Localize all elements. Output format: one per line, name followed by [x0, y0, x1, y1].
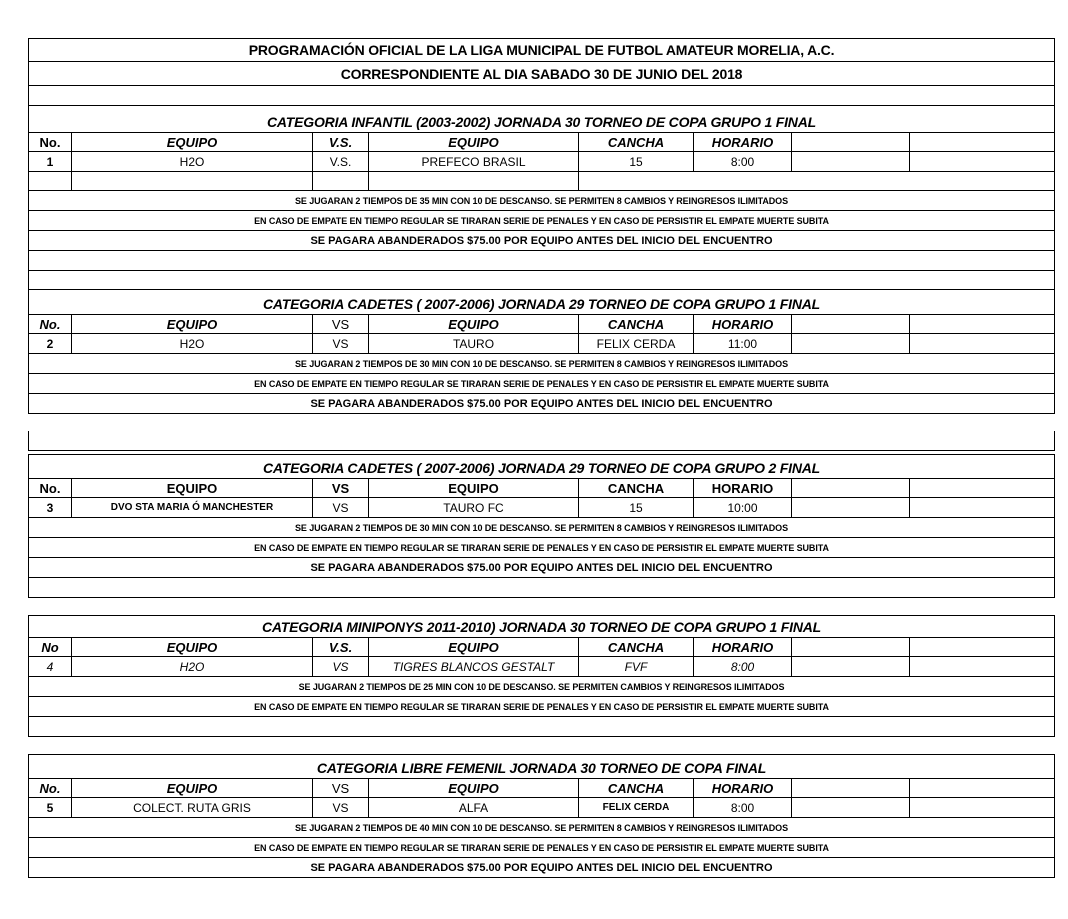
section-1-match-row	[28, 152, 1055, 172]
col-cancha: CANCHA	[579, 479, 694, 497]
spacer	[28, 598, 1055, 615]
col-horario: HORARIO	[694, 779, 792, 797]
section-5-rules	[28, 818, 1055, 838]
section-5-category	[28, 754, 1055, 779]
col-vs: V.S.	[313, 133, 369, 151]
empty-cell	[910, 657, 1054, 676]
versus: VS	[313, 498, 369, 517]
team-1: H2O	[72, 657, 313, 676]
empty-cell	[369, 172, 579, 190]
team-2: TIGRES BLANCOS GESTALT	[369, 657, 579, 676]
rules-text: SE JUGARAN 2 TIEMPOS DE 25 MIN CON 10 DE DESCANSO. SE PERMITEN CAMBIOS Y REINGRESOS ILIMITADOS	[298, 681, 785, 692]
empty-cell	[579, 172, 1054, 190]
col-empty	[910, 638, 1054, 656]
document-title	[28, 38, 1055, 62]
category-title: CATEGORIA LIBRE FEMENIL JORNADA 30 TORNEO DE COPA FINAL	[316, 760, 767, 776]
team-1: COLECT. RUTA GRIS	[72, 798, 313, 817]
empty-cell	[792, 798, 910, 817]
section-2-header-row	[28, 315, 1055, 334]
section-3-category	[28, 454, 1055, 479]
rules-text: SE JUGARAN 2 TIEMPOS DE 30 MIN CON 10 DE DESCANSO. SE PERMITEN 8 CAMBIOS Y REINGRESOS ILIMITADOS	[295, 522, 788, 533]
document-subtitle	[28, 62, 1055, 86]
category-title: CATEGORIA MINIPONYS 2011-2010) JORNADA 30 TORNEO DE COPA GRUPO 1 FINAL	[261, 619, 822, 635]
section-5-match-row	[28, 798, 1055, 818]
field: FVF	[579, 657, 694, 676]
col-empty	[792, 315, 910, 333]
empty-cell	[910, 334, 1054, 353]
section-5-header-row	[28, 779, 1055, 798]
field: FELIX CERDA	[579, 798, 694, 817]
match-number: 3	[29, 498, 72, 517]
section-1-tiebreak	[28, 211, 1055, 231]
field: FELIX CERDA	[579, 334, 694, 353]
empty-cell	[313, 172, 369, 190]
empty-cell	[792, 498, 910, 517]
col-vs: VS	[313, 779, 369, 797]
col-no: No	[29, 638, 72, 656]
document-subtitle-text: CORRESPONDIENTE AL DIA SABADO 30 DE JUNIO DEL 2018	[340, 65, 743, 82]
section-1-category	[28, 106, 1055, 133]
section-3-tiebreak	[28, 538, 1055, 558]
section-5-tiebreak	[28, 838, 1055, 858]
section-1-empty-row	[28, 172, 1055, 191]
field: 15	[579, 498, 694, 517]
team-2: PREFECO BRASIL	[369, 152, 579, 171]
col-empty	[792, 779, 910, 797]
col-equipo-1: EQUIPO	[72, 133, 313, 151]
blank-row	[28, 271, 1055, 290]
team-1: DVO STA MARIA Ó MANCHESTER	[72, 498, 313, 517]
time: 11:00	[694, 334, 792, 353]
empty-cell	[910, 498, 1054, 517]
col-vs: VS	[313, 479, 369, 497]
col-horario: HORARIO	[694, 315, 792, 333]
col-no: No.	[29, 779, 72, 797]
versus: VS	[313, 334, 369, 353]
category-title: CATEGORIA CADETES ( 2007-2006) JORNADA 29 TORNEO DE COPA GRUPO 2 FINAL	[263, 460, 820, 476]
time: 10:00	[694, 498, 792, 517]
section-3-rules	[28, 518, 1055, 538]
tiebreak-text: EN CASO DE EMPATE EN TIEMPO REGULAR SE TIRARAN SERIE DE PENALES Y EN CASO DE PERSISTIR EL EMPATE MUERTE SUBITA	[254, 701, 829, 712]
category-title: CATEGORIA CADETES ( 2007-2006) JORNADA 29 TORNEO DE COPA GRUPO 1 FINAL	[263, 296, 820, 312]
col-empty	[910, 479, 1054, 497]
col-vs: V.S.	[313, 638, 369, 656]
col-empty	[792, 133, 910, 151]
team-1: H2O	[72, 152, 313, 171]
col-no: No.	[29, 315, 72, 333]
match-number: 2	[29, 334, 72, 353]
col-horario: HORARIO	[694, 638, 792, 656]
col-cancha: CANCHA	[579, 779, 694, 797]
blank-row	[28, 578, 1055, 598]
col-no: No.	[29, 479, 72, 497]
payment-text: SE PAGARA ABANDERADOS $75.00 POR EQUIPO ANTES DEL INICIO DEL ENCUENTRO	[310, 397, 773, 410]
time: 8:00	[694, 152, 792, 171]
section-3-match-row	[28, 498, 1055, 518]
col-equipo-1: EQUIPO	[72, 315, 313, 333]
blank-row	[28, 717, 1055, 737]
col-equipo-2: EQUIPO	[369, 779, 579, 797]
time: 8:00	[694, 657, 792, 676]
col-empty	[792, 638, 910, 656]
col-equipo-1: EQUIPO	[72, 638, 313, 656]
col-equipo-2: EQUIPO	[369, 638, 579, 656]
section-2-tiebreak	[28, 374, 1055, 394]
document-title-text: PROGRAMACIÓN OFICIAL DE LA LIGA MUNICIPAL DE FUTBOL AMATEUR MORELIA, A.C.	[248, 42, 835, 58]
tiebreak-text: EN CASO DE EMPATE EN TIEMPO REGULAR SE TIRARAN SERIE DE PENALES Y EN CASO DE PERSISTIR EL EMPATE MUERTE SUBITA	[254, 378, 829, 389]
col-equipo-1: EQUIPO	[72, 479, 313, 497]
team-2: TAURO	[369, 334, 579, 353]
team-2: ALFA	[369, 798, 579, 817]
section-1-header-row	[28, 133, 1055, 152]
match-number: 5	[29, 798, 72, 817]
col-equipo-1: EQUIPO	[72, 779, 313, 797]
section-1-rules	[28, 191, 1055, 211]
section-4-header-row	[28, 638, 1055, 657]
match-number: 4	[29, 657, 72, 676]
section-3-header-row	[28, 479, 1055, 498]
empty-cell	[910, 798, 1054, 817]
section-4-category	[28, 615, 1055, 638]
payment-text: SE PAGARA ABANDERADOS $75.00 POR EQUIPO ANTES DEL INICIO DEL ENCUENTRO	[310, 561, 773, 574]
section-5-payment	[28, 858, 1055, 878]
col-empty	[910, 779, 1054, 797]
section-2-category	[28, 290, 1055, 315]
empty-cell	[910, 152, 1054, 171]
section-4-rules	[28, 677, 1055, 697]
col-cancha: CANCHA	[579, 638, 694, 656]
field: 15	[579, 152, 694, 171]
empty-cell	[792, 657, 910, 676]
versus: VS	[313, 798, 369, 817]
team-2: TAURO FC	[369, 498, 579, 517]
spacer	[28, 414, 1055, 431]
section-2-payment	[28, 394, 1055, 414]
spacer	[28, 737, 1055, 754]
col-empty	[910, 315, 1054, 333]
schedule-sheet	[28, 38, 1055, 878]
section-2-match-row	[28, 334, 1055, 354]
col-no: No.	[29, 133, 72, 151]
col-horario: HORARIO	[694, 133, 792, 151]
col-empty	[792, 479, 910, 497]
rules-text: SE JUGARAN 2 TIEMPOS DE 35 MIN CON 10 DE DESCANSO. SE PERMITEN 8 CAMBIOS Y REINGRESOS ILIMITADOS	[295, 195, 788, 206]
category-title: CATEGORIA INFANTIL (2003-2002) JORNADA 30 TORNEO DE COPA GRUPO 1 FINAL	[267, 114, 816, 130]
blank-row	[28, 86, 1055, 106]
tiebreak-text: EN CASO DE EMPATE EN TIEMPO REGULAR SE TIRARAN SERIE DE PENALES Y EN CASO DE PERSISTIR EL EMPATE MUERTE SUBITA	[254, 542, 829, 553]
team-1: H2O	[72, 334, 313, 353]
col-cancha: CANCHA	[579, 133, 694, 151]
tiebreak-text: EN CASO DE EMPATE EN TIEMPO REGULAR SE TIRARAN SERIE DE PENALES Y EN CASO DE PERSISTIR EL EMPATE MUERTE SUBITA	[254, 842, 829, 853]
blank-row	[28, 251, 1055, 271]
empty-cell	[792, 334, 910, 353]
payment-text: SE PAGARA ABANDERADOS $75.00 POR EQUIPO ANTES DEL INICIO DEL ENCUENTRO	[310, 861, 773, 874]
rules-text: SE JUGARAN 2 TIEMPOS DE 30 MIN CON 10 DE DESCANSO. SE PERMITEN 8 CAMBIOS Y REINGRESOS ILIMITADOS	[295, 358, 788, 369]
empty-cell	[72, 172, 313, 190]
col-equipo-2: EQUIPO	[369, 315, 579, 333]
section-2-rules	[28, 354, 1055, 374]
time: 8:00	[694, 798, 792, 817]
col-empty	[910, 133, 1054, 151]
payment-text: SE PAGARA ABANDERADOS $75.00 POR EQUIPO ANTES DEL INICIO DEL ENCUENTRO	[310, 234, 773, 247]
col-horario: HORARIO	[694, 479, 792, 497]
section-3-payment	[28, 558, 1055, 578]
match-number: 1	[29, 152, 72, 171]
section-4-tiebreak	[28, 697, 1055, 717]
blank-row	[28, 431, 1055, 451]
rules-text: SE JUGARAN 2 TIEMPOS DE 40 MIN CON 10 DE DESCANSO. SE PERMITEN 8 CAMBIOS Y REINGRESOS ILIMITADOS	[295, 822, 788, 833]
tiebreak-text: EN CASO DE EMPATE EN TIEMPO REGULAR SE TIRARAN SERIE DE PENALES Y EN CASO DE PERSISTIR EL EMPATE MUERTE SUBITA	[254, 215, 829, 226]
section-1-payment	[28, 231, 1055, 251]
col-equipo-2: EQUIPO	[369, 133, 579, 151]
empty-cell	[29, 172, 72, 190]
col-equipo-2: EQUIPO	[369, 479, 579, 497]
col-vs: VS	[313, 315, 369, 333]
section-4-match-row	[28, 657, 1055, 677]
versus: VS	[313, 657, 369, 676]
col-cancha: CANCHA	[579, 315, 694, 333]
versus: V.S.	[313, 152, 369, 171]
empty-cell	[792, 152, 910, 171]
